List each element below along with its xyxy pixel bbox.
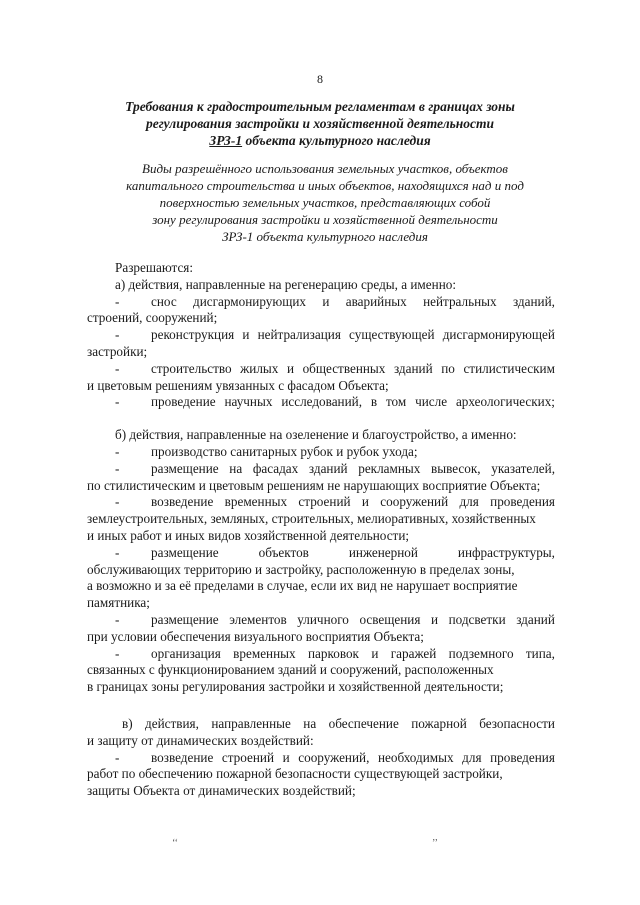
word: и [322,293,330,309]
list-dash: - [115,749,120,765]
section-b-heading: б) действия, направленные на озеленение и благоустройство, а именно: [115,427,517,443]
word: сооружений [380,494,449,510]
item-first-word: - реконструкция [87,327,234,344]
list-item-continuation: застройки; [87,343,148,359]
title-line-2: регулирования застройки и хозяйственной деятельности [145,116,495,131]
item-first-word: - размещение [87,461,219,478]
word: необходимых [377,749,454,765]
list-item-continuation: и цветовым решениям увязанных с фасадом Объекта; [87,377,389,393]
word: стилистическим [463,360,555,376]
justified-line [87,750,555,767]
list-dash: - [115,394,120,410]
word: временных [224,494,288,510]
item-first-word: - размещение [87,612,219,629]
word: гаражей [390,645,437,661]
justified-line [87,394,555,411]
list-item-continuation: защиты Объекта от динамических воздействий; [87,783,356,799]
word: временных [233,645,296,661]
list-item-continuation: строений, сооружений; [87,310,218,326]
word: для [462,749,482,765]
word: существующей [349,327,435,343]
word: аварийных [345,293,407,309]
justified-line [87,646,555,663]
word: проведения [490,749,555,765]
item-first-word: - проведение [87,394,216,411]
word: подсветки [448,611,506,627]
word: в [370,394,378,410]
word: и [286,360,294,376]
word: рекламных [358,460,421,476]
word: типа, [525,645,555,661]
title-line-3-rest: объекта культурного наследия [242,133,431,148]
list-item-continuation: землеустроительных, земляных, строительных, мелиоративных, хозяйственных [87,511,536,527]
word: в) [122,715,133,731]
justified-line [87,327,555,344]
word: зданий [308,460,348,476]
footer-mark-right: ’’ [432,838,438,849]
list-dash: - [115,645,120,661]
word: строений [221,749,275,765]
word: направленные [211,715,291,731]
word: жилых [240,360,279,376]
word: уличного [297,611,349,627]
subtitle-line: зону регулирования застройки и хозяйственной деятельности [152,212,498,227]
word: инженерной [348,544,418,560]
document-subtitle [90,160,560,245]
list-dash: - [115,327,120,343]
justified-line [87,461,555,478]
word: вывесок, [431,460,481,476]
item-first-word: - размещение [87,545,219,562]
list-item-continuation: обслуживающих территорию и застройку, расположенную в пределах зоны, [87,561,515,577]
list-item-continuation: а возможно и за её пределами в случае, если их вид не нарушает восприятие [87,578,518,594]
page-number: 8 [317,72,323,86]
list-item-continuation: при условии обеспечения визуального восприятия Объекта; [87,628,424,644]
word: подземного [448,645,514,661]
word: числе [415,394,448,410]
list-dash: - [115,443,120,459]
word: на [303,715,317,731]
word: обеспечение [328,715,399,731]
word: том [385,394,407,410]
word: освещения [359,611,421,627]
list-item-continuation: и иных работ и иных видов хозяйственной деятельности; [87,527,410,543]
item-first-word: - организация [87,646,221,663]
word: строений [298,494,351,510]
word: научных [224,394,273,410]
word: и [361,494,369,510]
word: действия, [145,715,199,731]
list-dash: - [115,544,120,560]
word: безопасности [479,715,555,731]
list-item-continuation: связанных с функционированием зданий и сооружений, расположенных [87,662,494,678]
item-first-word: - строительство [87,361,232,378]
document-body [87,260,555,800]
word: на [229,460,243,476]
word: и [282,749,290,765]
footer-mark-left: ‘‘ [172,838,178,849]
spacer [87,696,555,716]
subtitle-line: ЗРЗ-1 объекта культурного наследия [222,229,428,244]
item-first-word: - возведение [87,750,213,767]
word: исследований, [281,394,363,410]
item-first-word: - возведение [87,494,213,511]
justified-line [87,361,555,378]
word: инфраструктуры, [457,544,555,560]
word: нейтральных [423,293,497,309]
list-item-continuation: памятника; [87,595,150,611]
list-item-continuation: по стилистическим и цветовым решениям не нарушающих восприятие Объекта; [87,477,541,493]
subtitle-line: Виды разрешённого использования земельных участков, объектов [142,161,508,176]
word: дисгармонирующей [442,327,555,343]
word: по [441,360,455,376]
justified-line [87,494,555,511]
section-c-heading [87,716,555,733]
section-a-heading: а) действия, направленные на регенерацию среды, а именно: [115,276,457,292]
zone-code: ЗРЗ-1 [209,133,243,148]
list-item-continuation: работ по обеспечению пожарной безопасности существующей застройки, [87,766,503,782]
word: проведения [490,494,555,510]
word: фасадах [252,460,299,476]
list-item-line: - производство санитарных рубок и рубок ухода; [87,444,555,461]
subtitle-line: поверхностью земельных участков, представляющих собой [159,195,491,210]
item-first-word: - снос [87,294,177,311]
word: и [371,645,379,661]
justified-line [87,545,555,562]
word: парковок [307,645,359,661]
section-c-heading-continuation: и защиту от динамических воздействий: [87,732,314,748]
allowed-label: Разрешаются: [115,260,194,275]
word: объектов [258,544,309,560]
word: пожарной [411,715,467,731]
word: нейтрализация [257,327,341,343]
word: указателей, [491,460,555,476]
list-dash: - [115,293,120,309]
list-dash: - [115,460,120,476]
word: археологических; [455,394,555,410]
word: дисгармонирующих [193,293,307,309]
list-dash: - [115,360,120,376]
word: для [459,494,479,510]
document-title [100,98,540,149]
subtitle-line: капитального строительства и иных объектов, находящихся над и под [126,178,524,193]
word: и [430,611,439,627]
list-dash: - [115,494,120,510]
word: элементов [229,611,287,627]
word: общественных [302,360,386,376]
spacer [87,411,555,427]
word: зданий, [512,293,555,309]
list-dash: - [115,611,120,627]
word: зданий [516,611,555,627]
justified-line [87,612,555,629]
word: зданий [393,360,433,376]
title-line-3 [100,132,540,149]
word: сооружений, [298,749,370,765]
word: и [242,327,250,343]
title-line-1: Требования к градостроительным регламентам в границах зоны [125,99,515,114]
justified-line [87,294,555,311]
list-item-continuation: в границах зоны регулирования застройки и хозяйственной деятельности; [87,679,504,695]
